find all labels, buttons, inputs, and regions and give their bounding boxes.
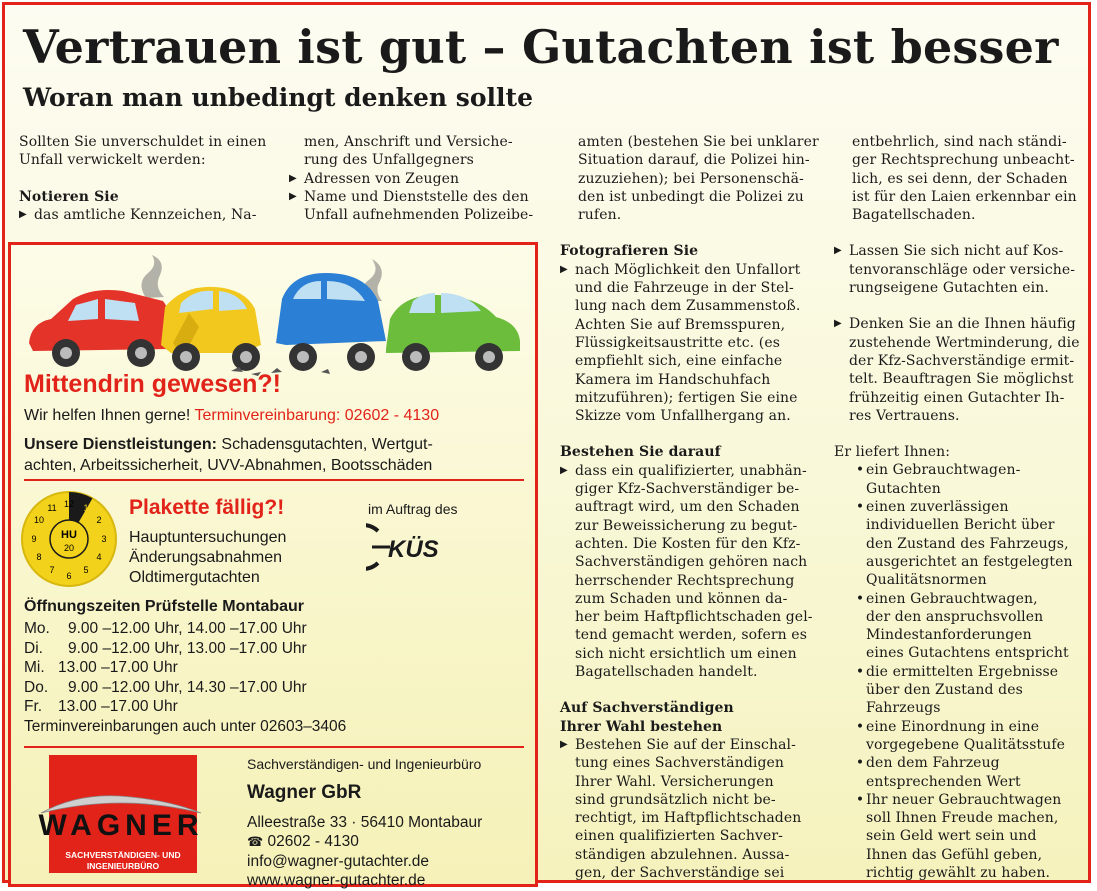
plakette-services xyxy=(129,528,286,588)
email-link[interactable]: info@wagner-gutachter.de xyxy=(247,852,430,870)
kues-logo xyxy=(366,523,466,571)
triangle-bullet-icon: ▶ xyxy=(560,738,568,750)
office-label: Sachverständigen- und Ingenieurbüro xyxy=(247,756,482,772)
badge-number-5: 5 xyxy=(83,565,89,575)
badge-number-3: 3 xyxy=(101,534,107,544)
list-item: ▶ Adressen von Zeugen xyxy=(289,170,460,187)
service-item: Hauptuntersuchungen xyxy=(129,529,287,546)
list-item: ▶ nach Möglichkeit den Unfallort und die Fahrzeuge in der Stel- lung nach dem Zusammenstoß. Achten Sie auf Bremsspuren, Flüssigkeitsaustritte etc. (es empfiehlt sich, eine einfache Kamera im Handschuhfach mitzuführen); fertigen Sie eine Skizze vom Unfallhergang an. xyxy=(560,261,801,425)
hu-plakette-badge xyxy=(19,489,119,589)
phone-icon: ☎ xyxy=(247,834,264,849)
headline: Vertrauen ist gut – Gutachten ist besser xyxy=(23,20,1059,74)
article-page xyxy=(2,2,1091,889)
hours-row: Fr. 13.00 –17.00 Uhr xyxy=(24,698,178,715)
hours-row: Do. 9.00 –12.00 Uhr, 14.30 –17.00 Uhr xyxy=(24,678,307,696)
hours-note: Terminvereinbarungen auch unter 02603–3406 xyxy=(24,717,347,735)
divider xyxy=(24,479,524,481)
services xyxy=(24,434,524,476)
yellow-car xyxy=(161,287,261,371)
bullet-list xyxy=(834,461,1086,882)
services-label: Unsere Dienstleistungen: xyxy=(24,436,217,453)
intro-line: Sollten Sie unverschuldet in einen xyxy=(19,134,267,150)
hours-row: Mi. 13.00 –17.00 Uhr xyxy=(24,659,178,676)
triangle-bullet-icon: ▶ xyxy=(19,208,27,220)
red-car xyxy=(29,290,169,367)
intro-line: Unfall verwickelt werden: xyxy=(19,152,206,169)
badge-year: 20 xyxy=(63,543,75,553)
section-heading: Fotografieren Sie xyxy=(560,243,699,260)
subheadline: Woran man unbedingt denken sollte xyxy=(23,83,533,112)
badge-label: HU xyxy=(61,529,77,541)
list-item: • ein Gebrauchtwagen- Gutachten xyxy=(855,462,1021,497)
service-item: Änderungsabnahmen xyxy=(129,549,283,566)
service-item: Oldtimergutachten xyxy=(129,569,260,586)
hours-title: Öffnungszeiten Prüfstelle Montabaur xyxy=(24,598,305,615)
section-heading: Bestehen Sie darauf xyxy=(560,444,721,461)
triangle-bullet-icon: ▶ xyxy=(834,245,842,257)
hours-row: Mo. 9.00 –12.00 Uhr, 14.00 –17.00 Uhr xyxy=(24,620,307,637)
firm-name: Wagner GbR xyxy=(247,781,362,803)
services-text: Schadensgutachten, Wertgut- xyxy=(221,436,433,453)
opening-hours xyxy=(24,619,346,736)
list-item: • einen zuverlässigen individuellen Bericht über den Zustand des Fahrzeugs, ausgerichtet an festgelegten Qualitätsnormen xyxy=(855,499,1073,589)
contact-block xyxy=(247,755,482,891)
crashed-cars-illustration xyxy=(21,253,526,378)
column-4 xyxy=(834,133,1086,882)
badge-number-7: 7 xyxy=(49,565,55,575)
triangle-bullet-icon: ▶ xyxy=(289,190,297,202)
badge-number-1: 1 xyxy=(83,503,89,513)
list-item: ▶ dass ein qualifizierter, unabhän- giger Kfz-Sachverständiger be- auftragt wird, um den Schaden zur Beweissicherung zu begut- achten. Die Kosten für den Kfz- Sachverständigen gehören nach herrschender Rechtsprechung zum Schaden und können da- her beim Haftpflichtschaden gel- tend gemacht werden, sofern es sich nicht ersichtlich um einen Bagatellschaden handelt. xyxy=(560,462,813,681)
column-2 xyxy=(289,133,544,224)
list-item: ▶ Lassen Sie sich nicht auf Kos- tenvoranschläge oder versiche- rungseigene Gutachten ein. xyxy=(834,243,1076,297)
badge-number-8: 8 xyxy=(36,552,42,562)
ad-box xyxy=(8,242,538,887)
column-1 xyxy=(19,133,274,224)
list-item: • einen Gebrauchtwagen, der den anspruchsvollen Mindestanforderungen eines Gutachtens entspricht xyxy=(855,590,1069,662)
on-behalf-label: im Auftrag des xyxy=(368,501,458,517)
text-block: amten (bestehen Sie bei unklarer Situation darauf, die Polizei hin- zuzuziehen); bei Personenschä- den ist unbedingt die Polizei zu rufen. xyxy=(578,134,819,224)
phone-number[interactable]: 02602 - 4130 xyxy=(267,833,359,850)
kues-logo-text: KÜS xyxy=(388,536,439,563)
triangle-bullet-icon: ▶ xyxy=(560,263,568,275)
triangle-bullet-icon: ▶ xyxy=(560,464,568,476)
help-text: Wir helfen Ihnen gerne! xyxy=(24,407,191,424)
help-line xyxy=(24,406,439,426)
appointment-phone: Terminvereinbarung: 02602 - 4130 xyxy=(194,407,440,424)
text-line: men, Anschrift und Versiche- xyxy=(304,134,513,150)
ad-title: Mittendrin gewesen?! xyxy=(24,370,281,398)
list-item: • Ihr neuer Gebrauchtwagen soll Ihnen Freude machen, sein Geld wert sein und Ihnen das Gefühl geben, richtig gewählt zu haben. xyxy=(855,791,1062,881)
hours-row: Di. 9.00 –12.00 Uhr, 13.00 –17.00 Uhr xyxy=(24,639,307,657)
badge-number-6: 6 xyxy=(66,571,72,581)
text-block: entbehrlich, sind nach ständi- ger Rechtsprechung unbeacht- lich, es sei denn, der Schaden ist für den Laien erkennbar ein Bagatellschaden. xyxy=(852,134,1077,224)
badge-number-11: 11 xyxy=(47,503,57,513)
divider xyxy=(24,746,524,748)
logo-wagner-text: WAGNER xyxy=(38,809,204,842)
green-car xyxy=(386,293,520,371)
plakette-title: Plakette fällig?! xyxy=(129,496,285,519)
list-item: • den dem Fahrzeug entsprechenden Wert xyxy=(855,755,1021,790)
badge-number-10: 10 xyxy=(33,515,45,525)
triangle-bullet-icon: ▶ xyxy=(834,318,842,330)
address: Alleestraße 33 · 56410 Montabaur xyxy=(247,813,483,831)
section-heading: Ihrer Wahl bestehen xyxy=(560,718,723,735)
phone-line xyxy=(247,832,482,852)
delivers-heading: Er liefert Ihnen: xyxy=(834,444,951,461)
web-link[interactable]: www.wagner-gutachter.de xyxy=(247,872,426,889)
badge-number-12: 12 xyxy=(63,499,75,509)
text-line: rung des Unfallgegners xyxy=(304,152,474,169)
logo-subtitle: SACHVERSTÄNDIGEN- UND INGENIEURBÜRO xyxy=(65,850,181,871)
section-heading: Notieren Sie xyxy=(19,188,119,205)
section-heading: Auf Sachverständigen xyxy=(560,700,734,717)
triangle-bullet-icon: ▶ xyxy=(289,172,297,184)
list-item: ▶ Denken Sie an die Ihnen häufig zustehende Wertminderung, die der Kfz-Sachverständige ermit- telt. Beauftragen Sie möglichst frühzeitig einen Gutachter Ih- res Vertrauens. xyxy=(834,316,1080,424)
services-text: achten, Arbeitssicherheit, UVV-Abnahmen, Bootsschäden xyxy=(24,457,433,474)
badge-number-4: 4 xyxy=(96,552,102,562)
list-item: ▶ das amtliche Kennzeichen, Na- xyxy=(19,206,257,223)
column-3 xyxy=(560,133,822,882)
list-item: ▶ Bestehen Sie auf der Einschal- tung eines Sachverständigen Ihrer Wahl. Versicherungen sind grundsätzlich nicht be- rechtigt, im Haftpflichtschaden einen qualifizierten Sachver- ständigen abzulehnen. Aussa- gen, der Sachverständige sei xyxy=(560,736,802,881)
list-item: ▶ Name und Dienststelle des den Unfall aufnehmenden Polizeibe- xyxy=(289,188,534,224)
list-item: • die ermittelten Ergebnisse über den Zustand des Fahrzeugs xyxy=(855,663,1059,717)
badge-number-2: 2 xyxy=(96,515,102,525)
list-item: • eine Einordnung in eine vorgegebene Qualitätsstufe xyxy=(855,718,1065,753)
badge-number-9: 9 xyxy=(31,534,37,544)
